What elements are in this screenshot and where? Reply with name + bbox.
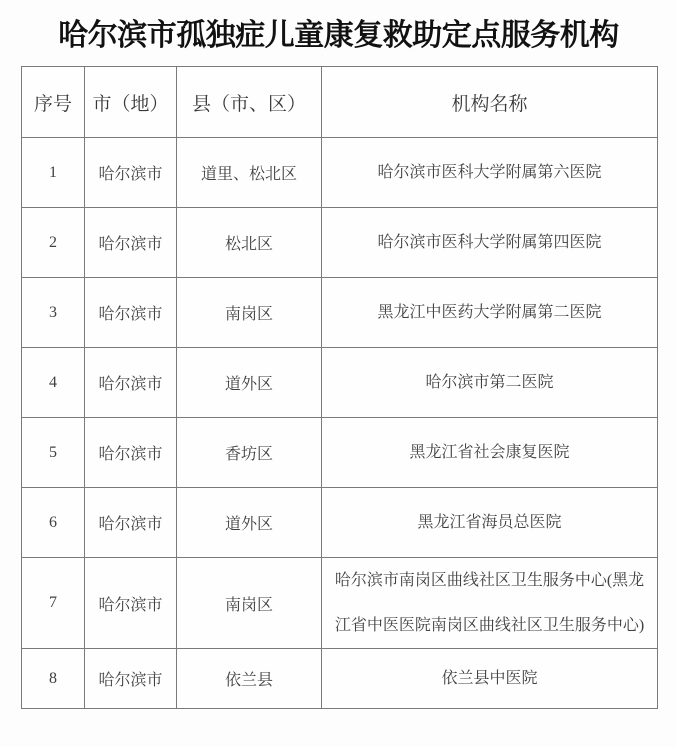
header-city: 市（地） xyxy=(85,67,177,138)
table-row xyxy=(22,138,658,208)
cell-index: 5 xyxy=(22,418,85,488)
cell-city: 哈尔滨市 xyxy=(85,208,177,278)
cell-institution: 哈尔滨市第二医院 xyxy=(322,348,658,418)
header-county: 县（市、区） xyxy=(177,67,322,138)
table-row xyxy=(22,348,658,418)
cell-county: 香坊区 xyxy=(177,418,322,488)
cell-index: 2 xyxy=(22,208,85,278)
cell-index: 3 xyxy=(22,278,85,348)
cell-city: 哈尔滨市 xyxy=(85,278,177,348)
cell-county: 南岗区 xyxy=(177,558,322,649)
institutions-table xyxy=(21,66,658,709)
page-title: 哈尔滨市孤独症儿童康复救助定点服务机构 xyxy=(58,19,619,52)
cell-county: 依兰县 xyxy=(177,649,322,709)
cell-county: 南岗区 xyxy=(177,278,322,348)
table-row xyxy=(22,208,658,278)
cell-index: 4 xyxy=(22,348,85,418)
cell-institution: 黑龙江中医药大学附属第二医院 xyxy=(322,278,658,348)
cell-institution: 哈尔滨市医科大学附属第四医院 xyxy=(322,208,658,278)
table-row xyxy=(22,418,658,488)
cell-index: 8 xyxy=(22,649,85,709)
cell-index: 1 xyxy=(22,138,85,208)
cell-institution: 哈尔滨市南岗区曲线社区卫生服务中心(黑龙江省中医医院南岗区曲线社区卫生服务中心) xyxy=(322,558,658,649)
cell-institution: 依兰县中医院 xyxy=(322,649,658,709)
cell-city: 哈尔滨市 xyxy=(85,649,177,709)
table-row xyxy=(22,278,658,348)
cell-city: 哈尔滨市 xyxy=(85,138,177,208)
cell-city: 哈尔滨市 xyxy=(85,488,177,558)
cell-county: 道里、松北区 xyxy=(177,138,322,208)
cell-index: 7 xyxy=(22,558,85,649)
cell-county: 松北区 xyxy=(177,208,322,278)
table-row xyxy=(22,488,658,558)
cell-city: 哈尔滨市 xyxy=(85,348,177,418)
cell-county: 道外区 xyxy=(177,488,322,558)
cell-city: 哈尔滨市 xyxy=(85,558,177,649)
cell-city: 哈尔滨市 xyxy=(85,418,177,488)
table-row xyxy=(22,558,658,649)
cell-institution: 黑龙江省社会康复医院 xyxy=(322,418,658,488)
cell-index: 6 xyxy=(22,488,85,558)
header-index: 序号 xyxy=(22,67,85,138)
table-header-row xyxy=(22,67,658,138)
header-institution: 机构名称 xyxy=(322,67,658,138)
cell-institution: 黑龙江省海员总医院 xyxy=(322,488,658,558)
cell-county: 道外区 xyxy=(177,348,322,418)
table-row xyxy=(22,649,658,709)
cell-institution: 哈尔滨市医科大学附属第六医院 xyxy=(322,138,658,208)
